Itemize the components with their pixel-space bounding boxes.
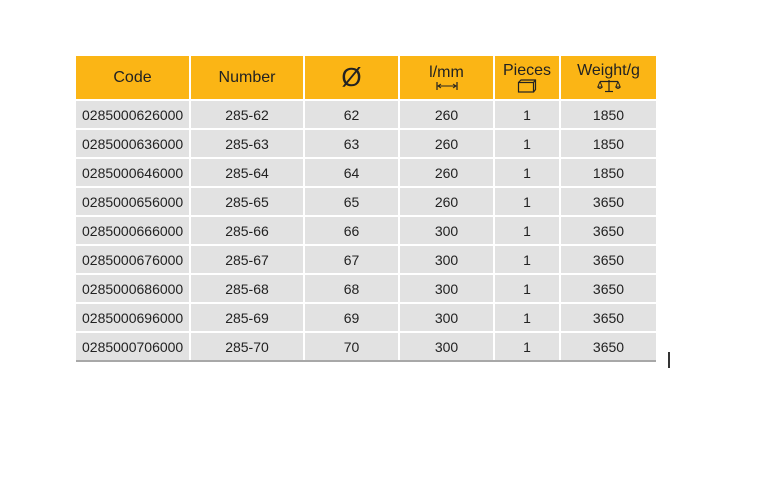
table-row <box>76 187 656 216</box>
cell-code: 0285000686000 <box>76 274 190 303</box>
cell-length: 300 <box>399 303 494 332</box>
cell-weight: 3650 <box>560 187 656 216</box>
cell-diameter: 66 <box>304 216 399 245</box>
cell-number: 285-68 <box>190 274 304 303</box>
cell-code: 0285000646000 <box>76 158 190 187</box>
cell-code: 0285000656000 <box>76 187 190 216</box>
table-body <box>76 100 656 361</box>
cell-code: 0285000636000 <box>76 129 190 158</box>
cell-diameter: 67 <box>304 245 399 274</box>
cell-pieces: 1 <box>494 129 560 158</box>
length-arrow-icon <box>436 81 458 91</box>
header-code: Code <box>76 56 190 100</box>
cell-length: 260 <box>399 129 494 158</box>
header-weight <box>560 56 656 100</box>
package-box-icon <box>517 79 537 93</box>
cell-pieces: 1 <box>494 187 560 216</box>
cell-length: 300 <box>399 216 494 245</box>
cell-diameter: 65 <box>304 187 399 216</box>
cell-pieces: 1 <box>494 158 560 187</box>
cell-code: 0285000696000 <box>76 303 190 332</box>
cell-weight: 3650 <box>560 216 656 245</box>
table-header <box>76 56 656 100</box>
cell-number: 285-64 <box>190 158 304 187</box>
cell-number: 285-69 <box>190 303 304 332</box>
cell-length: 300 <box>399 332 494 361</box>
header-diameter <box>304 56 399 100</box>
cell-weight: 3650 <box>560 332 656 361</box>
cell-pieces: 1 <box>494 216 560 245</box>
cell-length: 260 <box>399 187 494 216</box>
cell-code: 0285000676000 <box>76 245 190 274</box>
header-length-label: l/mm <box>429 64 464 81</box>
cell-weight: 3650 <box>560 303 656 332</box>
cell-diameter: 63 <box>304 129 399 158</box>
cell-weight: 1850 <box>560 158 656 187</box>
header-row <box>76 56 656 100</box>
cell-number: 285-66 <box>190 216 304 245</box>
header-length <box>399 56 494 100</box>
cell-number: 285-70 <box>190 332 304 361</box>
cell-length: 300 <box>399 274 494 303</box>
header-weight-label: Weight/g <box>577 62 640 79</box>
table-row <box>76 303 656 332</box>
cell-pieces: 1 <box>494 303 560 332</box>
table-row <box>76 129 656 158</box>
table-row <box>76 245 656 274</box>
cell-diameter: 62 <box>304 100 399 129</box>
cell-pieces: 1 <box>494 100 560 129</box>
cell-diameter: 70 <box>304 332 399 361</box>
cell-weight: 3650 <box>560 245 656 274</box>
cell-length: 260 <box>399 100 494 129</box>
table-row <box>76 216 656 245</box>
header-number: Number <box>190 56 304 100</box>
cell-weight: 1850 <box>560 129 656 158</box>
cell-diameter: 69 <box>304 303 399 332</box>
header-pieces-label: Pieces <box>502 62 552 79</box>
product-table <box>76 56 656 362</box>
cell-diameter: 64 <box>304 158 399 187</box>
cell-number: 285-67 <box>190 245 304 274</box>
cell-diameter: 68 <box>304 274 399 303</box>
table-end-marker <box>668 352 670 368</box>
cell-pieces: 1 <box>494 332 560 361</box>
cell-length: 300 <box>399 245 494 274</box>
table-row <box>76 100 656 129</box>
cell-code: 0285000706000 <box>76 332 190 361</box>
table-row <box>76 332 656 361</box>
scale-balance-icon <box>597 79 621 93</box>
cell-number: 285-63 <box>190 129 304 158</box>
cell-number: 285-65 <box>190 187 304 216</box>
cell-pieces: 1 <box>494 245 560 274</box>
cell-number: 285-62 <box>190 100 304 129</box>
cell-code: 0285000626000 <box>76 100 190 129</box>
diameter-symbol: Ø <box>341 62 362 92</box>
table-row <box>76 274 656 303</box>
cell-weight: 1850 <box>560 100 656 129</box>
table-row <box>76 158 656 187</box>
cell-weight: 3650 <box>560 274 656 303</box>
cell-pieces: 1 <box>494 274 560 303</box>
cell-code: 0285000666000 <box>76 216 190 245</box>
header-pieces <box>494 56 560 100</box>
cell-length: 260 <box>399 158 494 187</box>
